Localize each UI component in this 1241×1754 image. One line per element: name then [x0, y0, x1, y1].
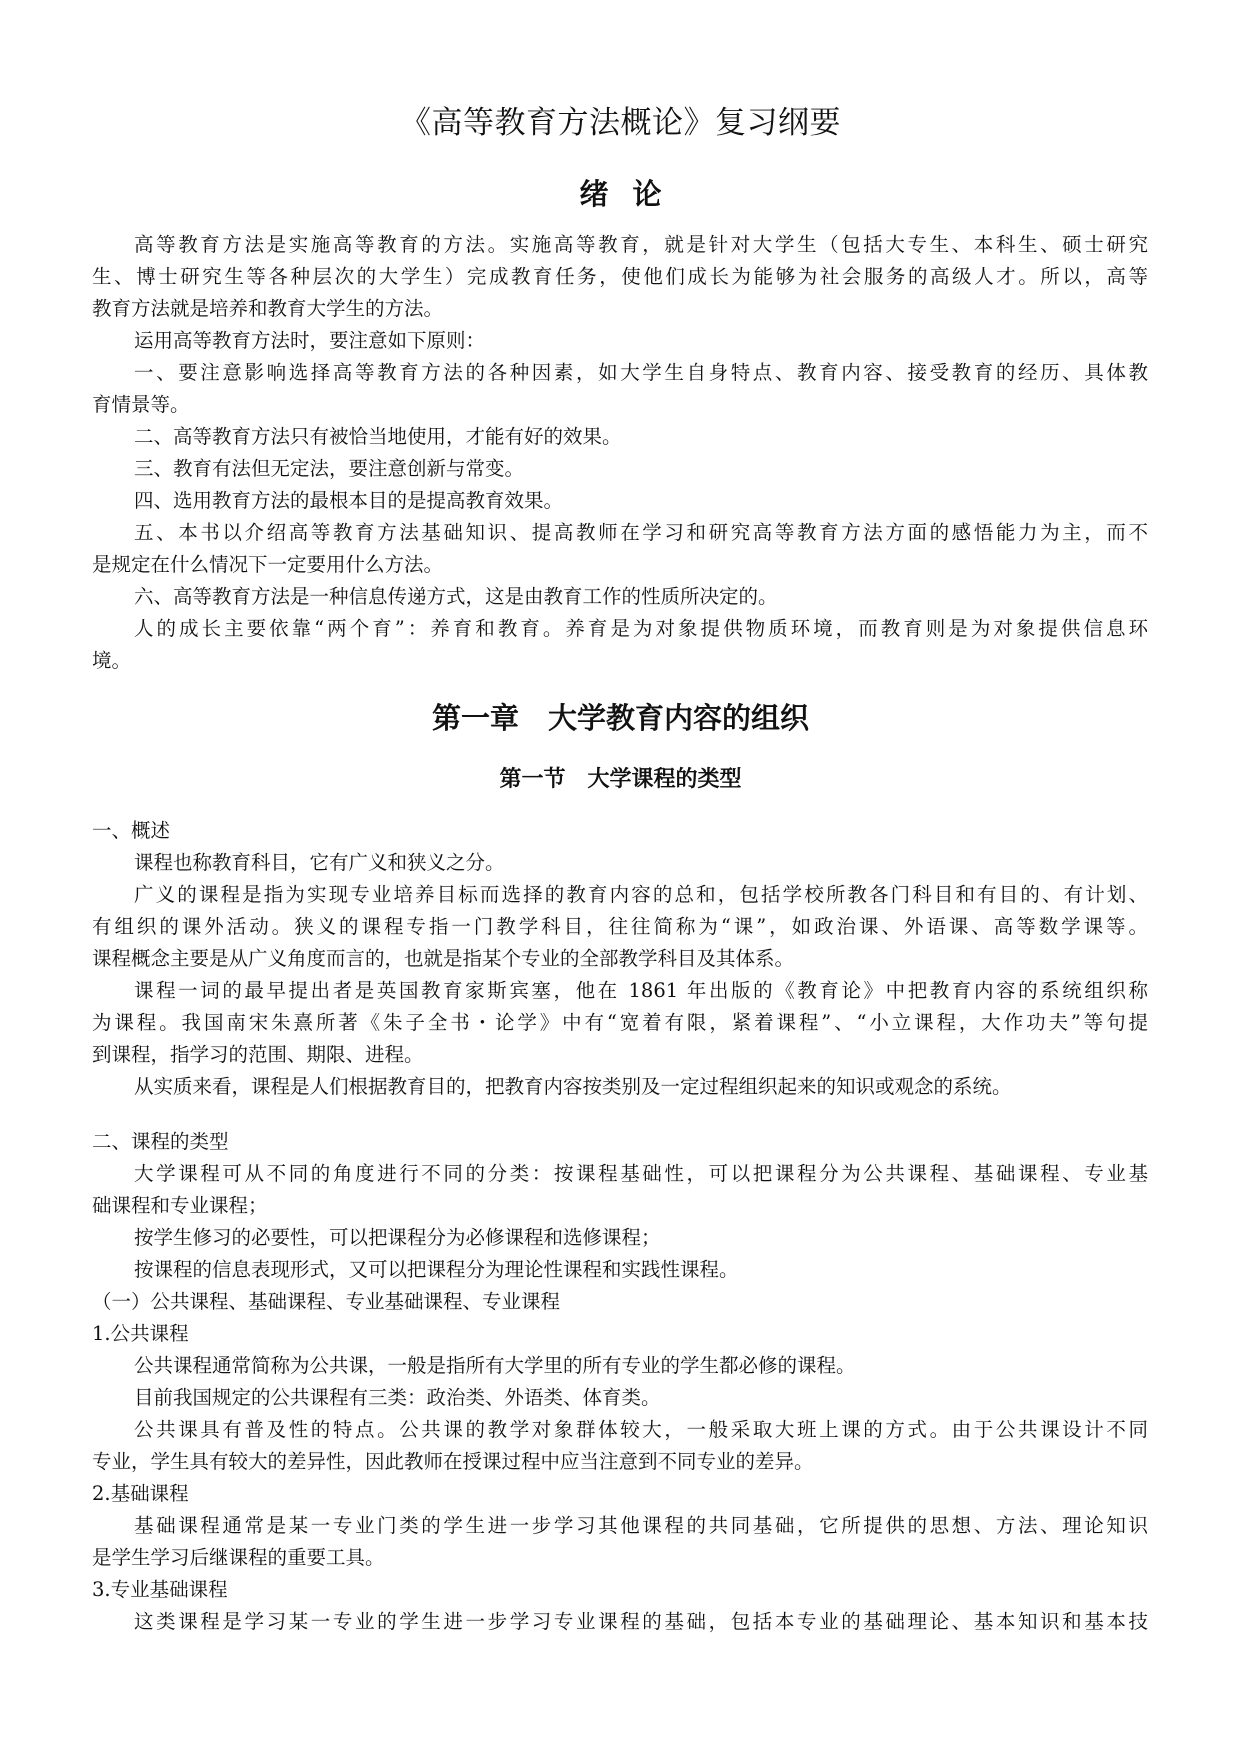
paragraph-line: 境。 — [92, 649, 132, 672]
paragraph-line: 课程也称教育科目，它有广义和狭义之分。 — [134, 851, 505, 874]
paragraph-line: 高等教育方法是实施高等教育的方法。实施高等教育，就是针对大学生（包括大专生、本科生、硕士研究 — [134, 233, 1148, 256]
paragraph-line: 础课程和专业课程； — [92, 1194, 268, 1217]
paragraph-line: 公共课具有普及性的特点。公共课的教学对象群体较大，一般采取大班上课的方式。由于公共课设计不同 — [134, 1418, 1148, 1441]
paragraph-line: 二、高等教育方法只有被恰当地使用，才能有好的效果。 — [134, 425, 622, 448]
paragraph-line: 五、本书以介绍高等教育方法基础知识、提高教师在学习和研究高等教育方法方面的感悟能力为主，而不 — [134, 521, 1148, 544]
subheading: （一）公共课程、基础课程、专业基础课程、专业课程 — [92, 1290, 561, 1313]
paragraph-line: 是规定在什么情况下一定要用什么方法。 — [92, 553, 444, 576]
paragraph-line: 专业，学生具有较大的差异性，因此教师在授课过程中应当注意到不同专业的差异。 — [92, 1450, 814, 1473]
paragraph-line: 课程概念主要是从广义角度而言的，也就是指某个专业的全部教学科目及其体系。 — [92, 947, 795, 970]
paragraph-line: 六、高等教育方法是一种信息传递方式，这是由教育工作的性质所决定的。 — [134, 585, 778, 608]
paragraph-line: 按学生修习的必要性，可以把课程分为必修课程和选修课程； — [134, 1226, 661, 1249]
paragraph-line: 这类课程是学习某一专业的学生进一步学习专业课程的基础，包括本专业的基础理论、基本知识和基本技 — [134, 1610, 1148, 1633]
paragraph-line: 从实质来看，课程是人们根据教育目的，把教育内容按类别及一定过程组织起来的知识或观念的系统。 — [134, 1075, 1012, 1098]
paragraph-line: 运用高等教育方法时，要注意如下原则： — [134, 329, 486, 352]
paragraph-line: 课程一词的最早提出者是英国教育家斯宾塞，他在 1861 年出版的《教育论》中把教育内容的系统组织称 — [134, 979, 1148, 1002]
paragraph-line: 一、要注意影响选择高等教育方法的各种因素，如大学生自身特点、教育内容、接受教育的经历、具体教 — [134, 361, 1148, 384]
paragraph-line: 目前我国规定的公共课程有三类：政治类、外语类、体育类。 — [134, 1386, 661, 1409]
subheading: 2.基础课程 — [92, 1482, 189, 1505]
intro-heading: 绪论 — [579, 177, 686, 211]
document-title: 《高等教育方法概论》复习纲要 — [400, 105, 841, 141]
section-heading: 第一节 大学课程的类型 — [499, 767, 742, 792]
paragraph-line: 人的成长主要依靠“两个育”：养育和教育。养育是为对象提供物质环境，而教育则是为对象提供信息环 — [134, 617, 1148, 640]
paragraph-line: 是学生学习后继课程的重要工具。 — [92, 1546, 385, 1569]
paragraph-line: 按课程的信息表现形式，又可以把课程分为理论性课程和实践性课程。 — [134, 1258, 739, 1281]
chapter-heading: 第一章 大学教育内容的组织 — [431, 701, 809, 735]
paragraph-line: 有组织的课外活动。狭义的课程专指一门教学科目，往往简称为“课”，如政治课、外语课、高等数学课等。 — [92, 915, 1148, 938]
subheading: 一、概述 — [92, 819, 171, 842]
paragraph-line: 三、教育有法但无定法，要注意创新与常变。 — [134, 457, 525, 480]
paragraph-line: 到课程，指学习的范围、期限、进程。 — [92, 1043, 424, 1066]
paragraph-line: 生、博士研究生等各种层次的大学生）完成教育任务，使他们成长为能够为社会服务的高级人才。所以，高等 — [92, 265, 1148, 288]
paragraph-line: 四、选用教育方法的最根本目的是提高教育效果。 — [134, 489, 564, 512]
paragraph-line: 育情景等。 — [92, 393, 190, 416]
paragraph-line: 大学课程可从不同的角度进行不同的分类：按课程基础性，可以把课程分为公共课程、基础课程、专业基 — [134, 1162, 1148, 1185]
paragraph-line: 为课程。我国南宋朱熹所著《朱子全书・论学》中有“宽着有限，紧着课程”、“小立课程，大作功夫”等句提 — [92, 1011, 1148, 1034]
subheading: 1.公共课程 — [92, 1322, 189, 1345]
paragraph-line: 教育方法就是培养和教育大学生的方法。 — [92, 297, 444, 320]
subheading: 3.专业基础课程 — [92, 1578, 228, 1601]
paragraph-line: 广义的课程是指为实现专业培养目标而选择的教育内容的总和，包括学校所教各门科目和有目的、有计划、 — [134, 883, 1148, 906]
paragraph-line: 基础课程通常是某一专业门类的学生进一步学习其他课程的共同基础，它所提供的思想、方法、理论知识 — [134, 1514, 1148, 1537]
paragraph-line: 公共课程通常简称为公共课，一般是指所有大学里的所有专业的学生都必修的课程。 — [134, 1354, 856, 1377]
subheading: 二、课程的类型 — [92, 1130, 229, 1153]
